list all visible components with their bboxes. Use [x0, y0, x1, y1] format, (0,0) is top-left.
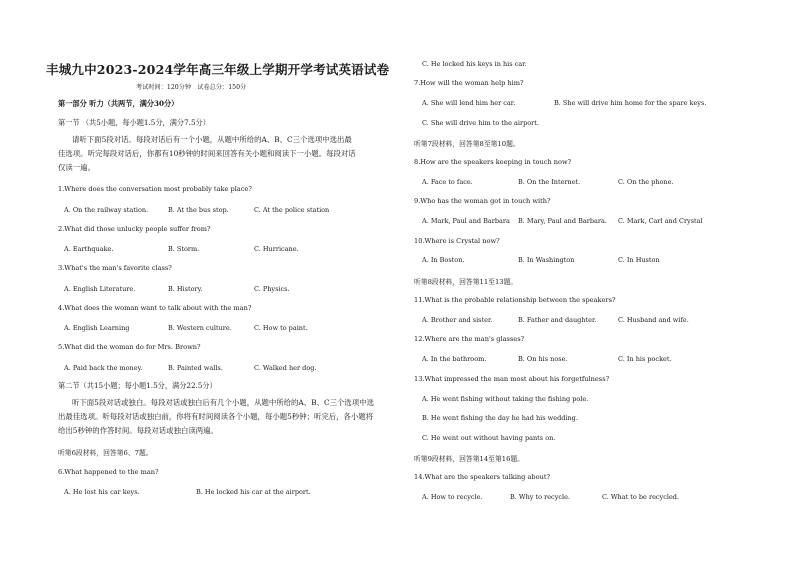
question-13-option-c: C. He went out without having pants on. — [422, 434, 556, 442]
question-14-option-c: C. What to be recycled. — [602, 493, 680, 501]
question-4-option-c: C. How to paint. — [254, 324, 308, 332]
question-7-option-a: A. She will lend him her car. — [422, 99, 516, 107]
question-10-option-c: C. In Huston — [618, 256, 660, 264]
question-5-option-a: A. Paid back the money. — [64, 364, 143, 372]
material-6-lead: 听第6段材料，回答第6、7题。 — [58, 449, 153, 457]
question-10-option-a: A. In Boston. — [422, 256, 465, 264]
question-1-option-a: A. On the railway station. — [64, 206, 149, 214]
section2-instructions: 听下面5段对话或独白。每段对话或独白后有几个小题，从题中所给的A、B、C三个选项中选出最佳选项。听每段对话或独白前，你将有时间阅读各个小题，每小题5秒钟；听完后，各小题将给出5秒钟的作答时间。每段对话或独白读两遍。 — [58, 398, 374, 435]
question-2-option-a: A. Earthquake. — [64, 245, 114, 253]
page-title: 丰城九中2023-2024学年高三年级上学期开学考试英语试卷 — [46, 62, 390, 77]
question-11-stem: 11.What is the probable relationship between the speakers? — [414, 296, 616, 304]
question-3-option-b: B. History. — [168, 285, 203, 293]
question-9-option-a: A. Mark, Paul and Barbara — [422, 217, 510, 225]
question-7-option-b: B. She will drive him home for the spare keys. — [554, 99, 707, 107]
question-1-stem: 1.Where does the conversation most probably take place? — [58, 185, 252, 193]
material-9-lead: 听第9段材料，回答第14至第16题。 — [414, 455, 524, 463]
section2-heading: 第二节（共15小题；每小题1.5分，满分22.5分） — [58, 381, 217, 390]
section1-instructions: 请听下面5段对话。每段对话后有一个小题，从题中所给的A、B、C三个选项中选出最佳选项。听完每段对话后，你都有10秒钟的时间来回答有关小题和阅读下一小题。每段对话仅读一遍。 — [58, 135, 356, 172]
question-11-option-a: A. Brother and sister. — [422, 316, 493, 324]
question-7-stem: 7.How will the woman help him? — [414, 79, 524, 87]
question-12-option-c: C. In his pocket. — [618, 355, 672, 363]
question-4-option-a: A. English Learning — [64, 324, 130, 332]
question-8-stem: 8.How are the speakers keeping in touch now? — [414, 158, 572, 166]
section1-heading: 第一节 （共5小题，每小题1.5分，满分7.5分） — [58, 118, 210, 127]
material-7-lead: 听第7段材料，回答第8至第10题。 — [414, 140, 520, 148]
question-9-stem: 9.Who has the woman got in touch with? — [414, 197, 551, 205]
question-11-option-b: B. Father and daughter. — [518, 316, 597, 324]
question-4-stem: 4.What does the woman want to talk about with the man? — [58, 304, 252, 312]
question-5-option-b: B. Painted walls. — [168, 364, 223, 372]
question-7-option-c: C. She will drive him to the airport. — [422, 119, 539, 127]
question-6-option-c: C. He locked his keys in his car. — [422, 60, 527, 68]
question-13-stem: 13.What impressed the man most about his forgetfulness? — [414, 375, 610, 383]
question-13-option-a: A. He went fishing without taking the fishing pole. — [422, 395, 589, 403]
question-12-stem: 12.Where are the man's glasses? — [414, 335, 525, 343]
exam-info: 考试时间：120分钟 试卷总分：150分 — [136, 84, 247, 91]
question-2-option-c: C. Hurricane. — [254, 245, 299, 253]
question-10-stem: 10.Where is Crystal now? — [414, 237, 500, 245]
question-8-option-a: A. Face to face. — [422, 178, 473, 186]
question-5-option-c: C. Walked her dog. — [254, 364, 317, 372]
question-12-option-b: B. On his nose. — [518, 355, 568, 363]
question-6-option-b: B. He locked his car at the airport. — [196, 488, 311, 496]
question-3-option-c: C. Physics. — [254, 285, 290, 293]
question-8-option-b: B. On the Internet. — [518, 178, 581, 186]
question-4-option-b: B. Western culture. — [168, 324, 232, 332]
question-9-option-c: C. Mark, Carl and Crystal — [618, 217, 703, 225]
question-3-option-a: A. English Literature. — [64, 285, 136, 293]
question-5-stem: 5.What did the woman do for Mrs. Brown? — [58, 343, 201, 351]
question-6-option-a: A. He lost his car keys. — [64, 488, 140, 496]
part1-heading: 第一部分 听力（共两节，满分30分） — [58, 99, 179, 108]
question-14-option-a: A. How to recycle. — [422, 493, 483, 501]
question-1-option-c: C. At the police station — [254, 206, 330, 214]
question-2-stem: 2.What did those unlucky people suffer from? — [58, 225, 211, 233]
question-1-option-b: B. At the bus stop. — [168, 206, 229, 214]
material-8-lead: 听第8段材料，回答第11至13题。 — [414, 278, 518, 286]
question-2-option-b: B. Storm. — [168, 245, 200, 253]
question-10-option-b: B. In Washington — [518, 256, 575, 264]
question-9-option-b: B. Mary, Paul and Barbara. — [518, 217, 607, 225]
question-14-option-b: B. Why to recycle. — [510, 493, 571, 501]
question-3-stem: 3.What's the man's favorite class? — [58, 264, 172, 272]
question-8-option-c: C. On the phone. — [618, 178, 674, 186]
question-14-stem: 14.What are the speakers talking about? — [414, 473, 551, 481]
question-12-option-a: A. In the bathroom. — [422, 355, 487, 363]
question-13-option-b: B. He went fishing the day he had his wedding. — [422, 414, 578, 422]
question-6-stem: 6.What happened to the man? — [58, 468, 159, 476]
question-11-option-c: C. Husband and wife. — [618, 316, 689, 324]
